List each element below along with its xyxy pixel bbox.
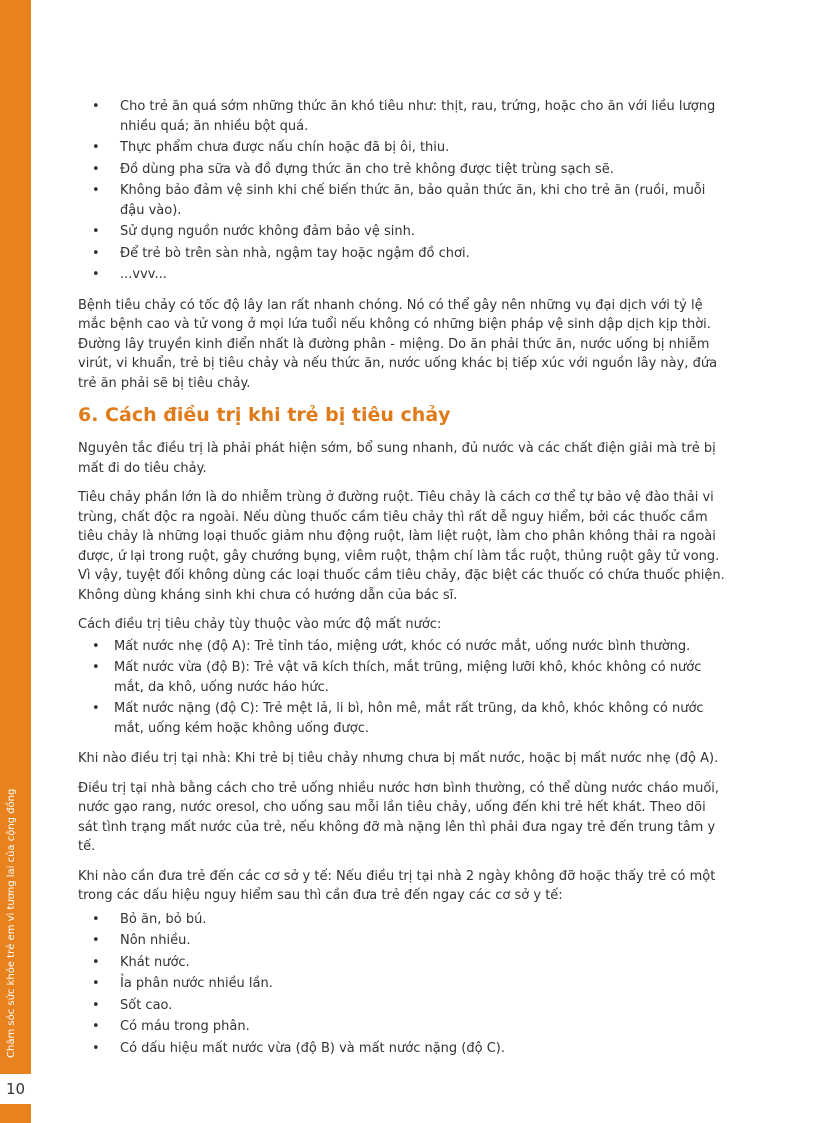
list-item: • Sốt cao. [78,996,728,1016]
list-item: • Không bảo đảm vệ sinh khi chế biến thức ăn, bảo quản thức ăn, khi cho trẻ ăn (ruồi, muỗi đậu vào). [78,181,728,220]
list-item: • Mất nước nặng (độ C): Trẻ mệt lả, li bì, hôn mê, mắt rất trũng, da khô, khóc không có nước mắt, uống kém hoặc không uống được. [78,699,728,738]
list-item: • Có dấu hiệu mất nước vừa (độ B) và mất nước nặng (độ C). [78,1039,728,1059]
home-how-paragraph: Điều trị tại nhà bằng cách cho trẻ uống nhiều nước hơn bình thường, có thể dùng nước cháo muối, nước gạo rang, nước oresol, cho uống sau mỗi lần tiêu chảy, uống đến khi trẻ hết khát. Theo dõi sát tình trạng mất nước của trẻ, nếu không đỡ mà nặng lên thì phải đưa ngay trẻ đến trung tâm y tế. [78,780,720,854]
list-item: • Bỏ ăn, bỏ bú. [78,910,728,930]
danger-signs-list [78,910,728,1059]
page-number: 10 [0,1074,31,1104]
list-item: • Khát nước. [78,953,728,973]
principle-paragraph: Nguyên tắc điều trị là phải phát hiện sớm, bổ sung nhanh, đủ nước và các chất điện giải mà trẻ bị mất đi do tiêu chảy. [78,441,716,476]
list-item: • Mất nước vừa (độ B): Trẻ vật vã kích thích, mắt trũng, miệng lưỡi khô, khóc không có nước mắt, da khô, uống nước háo hức. [78,658,728,697]
list-item: • Để trẻ bò trên sàn nhà, ngậm tay hoặc ngậm đồ chơi. [78,244,728,264]
severity-list [78,637,728,739]
list-item: • Đồ dùng pha sữa và đồ đựng thức ăn cho trẻ không được tiệt trùng sạch sẽ. [78,160,728,180]
list-item: • Sử dụng nguồn nước không đảm bảo vệ sinh. [78,222,728,242]
running-title: Chăm sóc sức khỏe trẻ em vì tương lai của cộng đồng [6,788,17,1058]
side-bar [0,0,31,1123]
spread-paragraph: Bệnh tiêu chảy có tốc độ lây lan rất nhanh chóng. Nó có thể gây nên những vụ đại dịch với tỷ lệ mắc bệnh cao và tử vong ở mọi lứa tuổi nếu không có những biện pháp vệ sinh dập dịch kịp thời. Đường lây truyền kinh điển nhất là đường phân - miệng. Do ăn phải thức ăn, nước uống bị nhiễm virút, vi khuẩn, trẻ bị tiêu chảy và nếu thức ăn, nước uống khác bị tiếp xúc với nguồn lây này, đứa trẻ ăn phải sẽ bị tiêu chảy. [78,297,718,391]
list-item: • Có máu trong phân. [78,1017,728,1037]
home-when-paragraph: Khi nào điều trị tại nhà: Khi trẻ bị tiêu chảy nhưng chưa bị mất nước, hoặc bị mất nước nhẹ (độ A). [78,751,719,766]
list-item: • Mất nước nhẹ (độ A): Trẻ tỉnh táo, miệng ướt, khóc có nước mắt, uống nước bình thường. [78,637,728,657]
infection-paragraph: Tiêu chảy phần lớn là do nhiễm trùng ở đường ruột. Tiêu chảy là cách cơ thể tự bảo vệ đào thải vi trùng, chất độc ra ngoài. Nếu dùng thuốc cầm tiêu chảy thì rất dễ nguy hiểm, bởi các thuốc cầm tiêu chảy là những loại thuốc giảm nhu động ruột, làm liệt ruột, làm cho phân không thải ra ngoài được, ứ lại trong ruột, gây chướng bụng, viêm ruột, thậm chí làm tắc ruột, thủng ruột gây tử vong. Vì vậy, tuyệt đối không dùng các loại thuốc cầm tiêu chảy, đặc biệt các thuốc có chứa thuốc phiện. Không dùng kháng sinh khi chưa có hướng dẫn của bác sĩ. [78,490,725,603]
list-item: • Ỉa phân nước nhiều lần. [78,974,728,994]
list-item: • ...vvv... [78,265,728,285]
list-item: • Cho trẻ ăn quá sớm những thức ăn khó tiêu như: thịt, rau, trứng, hoặc cho ăn với liều lượng nhiều quá; ăn nhiều bột quá. [78,97,728,136]
section-heading: 6. Cách điều trị khi trẻ bị tiêu chảy [78,404,451,426]
page-content [78,97,728,1069]
severity-intro: Cách điều trị tiêu chảy tùy thuộc vào mức độ mất nước: [78,617,442,632]
causes-list [78,97,728,285]
list-item: • Nôn nhiều. [78,931,728,951]
facility-paragraph: Khi nào cần đưa trẻ đến các cơ sở y tế: Nếu điều trị tại nhà 2 ngày không đỡ hoặc thấy trẻ có một trong các dấu hiệu nguy hiểm sau thì cần đưa trẻ đến ngay các cơ sở y tế: [78,868,716,903]
list-item: • Thực phẩm chưa được nấu chín hoặc đã bị ôi, thiu. [78,138,728,158]
